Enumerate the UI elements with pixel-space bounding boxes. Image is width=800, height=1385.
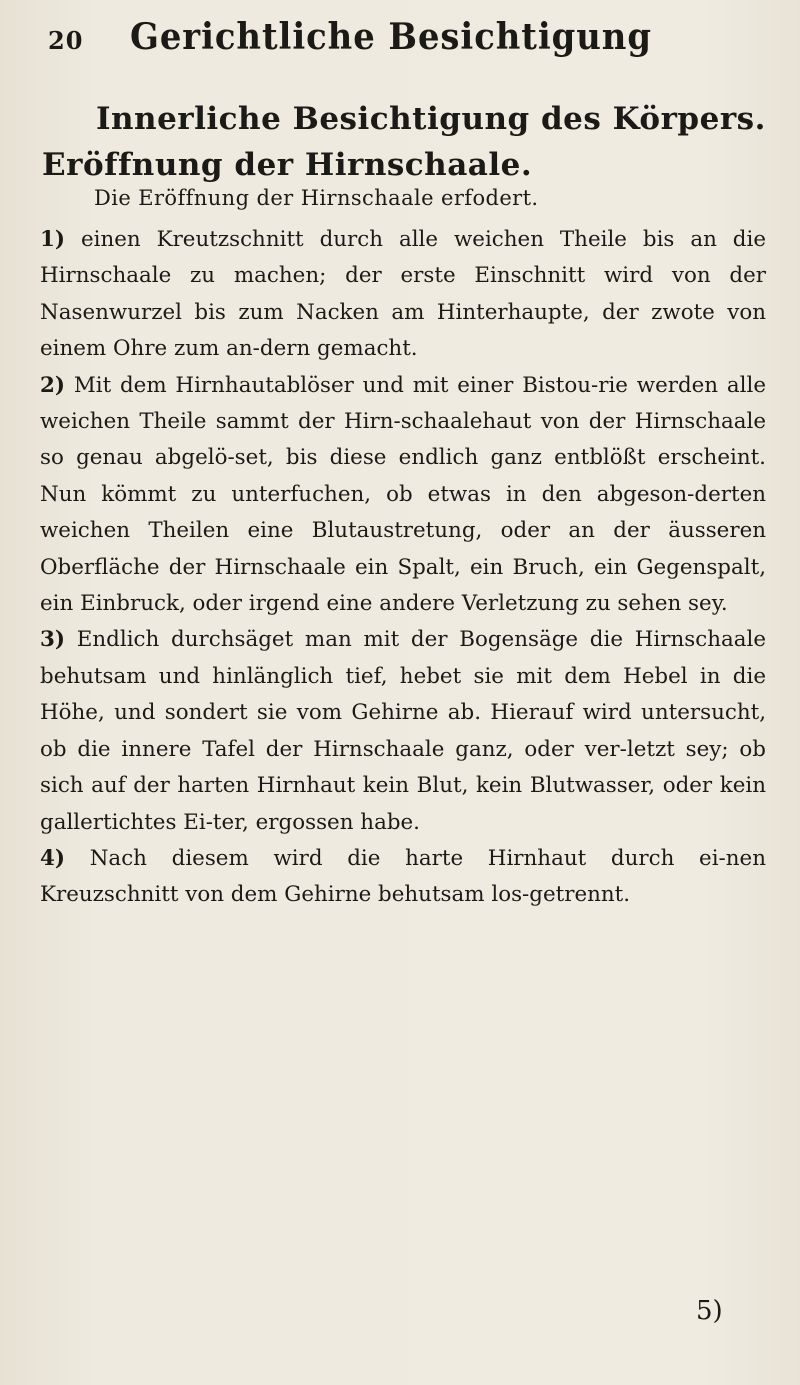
- list-item: [40, 222, 766, 368]
- item-text: Mit dem Hirnhautablöser und mit einer Bistou-rie werden alle weichen Theile sammt der Hirn-schaalehaut von der Hirnschaale so genau abgelö-set, bis diese endlich ganz entblößt erscheint. Nun kömmt zu unterfuchen, ob etwas in den abgeson-derten weichen Theilen eine Blutaustretung, oder an der äusseren Oberfläche der Hirnschaale ein Spalt, ein Bruch, ein Gegenspalt, ein Einbruck, oder irgend eine andere Verletzung zu sehen sey.: [40, 372, 766, 617]
- item-text: Nach diesem wird die harte Hirnhaut durch ei-nen Kreuzschnitt von dem Gehirne behutsam los-getrennt.: [40, 845, 766, 908]
- section-heading-line-1: Innerliche Besichtigung des Körpers.: [96, 101, 766, 137]
- running-head: [48, 10, 760, 70]
- page-number: 20: [48, 26, 84, 55]
- item-number: 3): [40, 627, 66, 653]
- list-item: [40, 368, 766, 623]
- item-number: 2): [40, 372, 66, 398]
- item-number: 1): [40, 227, 66, 252]
- item-text: Endlich durchsäget man mit der Bogensäge die Hirnschaale behutsam und hinlänglich tief, hebet sie mit dem Hebel in die Höhe, und sondert sie vom Gehirne ab. Hierauf wird untersucht, ob die innere Tafel der Hirnschaale ganz, oder ver-letzt sey; ob sich auf der harten Hirnhaut kein Blut, kein Blutwasser, oder kein gallertichtes Ei-ter, ergossen habe.: [40, 627, 766, 835]
- section-heading-line-2: Eröffnung der Hirnschaale.: [42, 147, 533, 183]
- numbered-list: [40, 222, 766, 914]
- item-number: 4): [40, 845, 66, 871]
- intro-sentence: Die Eröffnung der Hirnschaale erfodert.: [94, 186, 539, 210]
- running-title: Gerichtliche Besichtigung: [130, 16, 652, 58]
- list-item: [40, 622, 766, 840]
- catchword: 5): [696, 1296, 723, 1326]
- list-item: [40, 841, 766, 914]
- item-text: einen Kreutzschnitt durch alle weichen Theile bis an die Hirnschaale zu machen; der erste Einschnitt wird von der Nasenwurzel bis zum Nacken am Hinterhaupte, der zwote von einem Ohre zum an-dern gemacht.: [40, 227, 766, 362]
- section-heading: [42, 96, 766, 188]
